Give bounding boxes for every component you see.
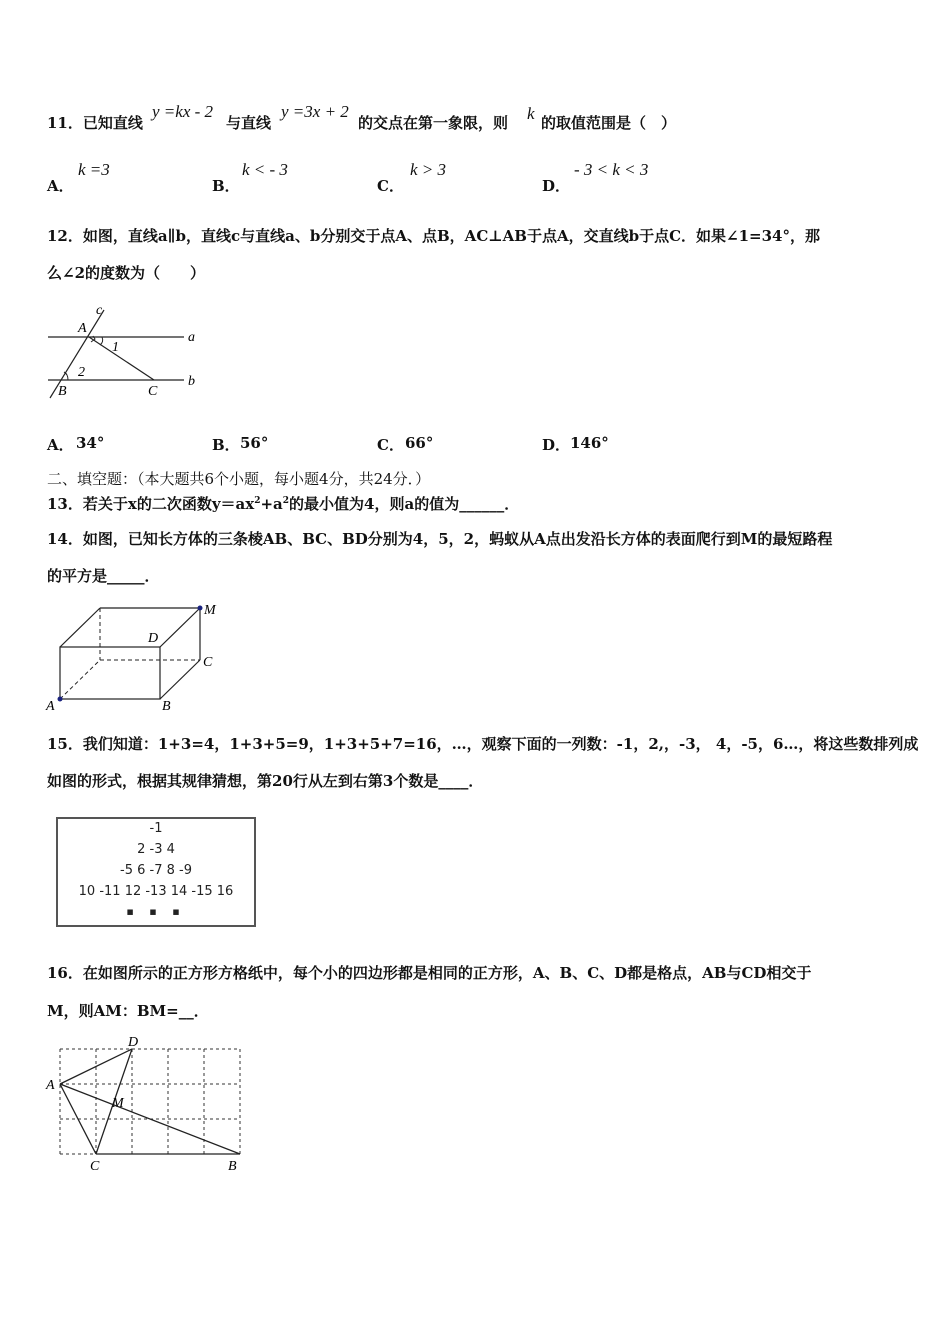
q11-text-3: 的交点在第一象限，则 bbox=[358, 114, 509, 132]
q14-label-B: B bbox=[162, 699, 171, 714]
q16-label-B: B bbox=[228, 1159, 237, 1174]
section-2-heading: 二、填空题：（本大题共6个小题，每小题4分，共24分．） bbox=[47, 470, 431, 488]
q11-equation-1: y =kx - 2 bbox=[152, 102, 214, 121]
q15-row-4: 10 -11 12 -13 14 -15 16 bbox=[78, 884, 234, 899]
q12-label-a: a bbox=[188, 330, 195, 345]
q12-figure bbox=[42, 300, 212, 400]
q12-option-a-value: 34° bbox=[76, 434, 105, 452]
q12-label-2: 2 bbox=[78, 365, 85, 380]
q14-line-2: 的平方是_____． bbox=[47, 567, 160, 585]
q11-number: 11． bbox=[47, 114, 83, 132]
q12-option-d-label: D． bbox=[542, 436, 571, 454]
q12-option-b-value: 56° bbox=[240, 434, 269, 452]
q12-label-B: B bbox=[58, 384, 67, 399]
q11-text-4: 的取值范围是（ ） bbox=[541, 114, 677, 132]
q11-option-c-value: k > 3 bbox=[410, 160, 447, 179]
q11-stem bbox=[47, 112, 143, 133]
q11-text-2: 与直线 bbox=[226, 114, 272, 132]
q15-line-2: 如图的形式，根据其规律猜想，第20行从左到右第3个数是____． bbox=[47, 772, 484, 790]
q12-label-C: C bbox=[148, 384, 158, 399]
q11-option-a-label: A． bbox=[47, 177, 74, 195]
q13-text-3: 的最小值为4，则a的值为______． bbox=[289, 495, 520, 513]
q13-line bbox=[47, 493, 519, 514]
q14-label-M: M bbox=[204, 603, 216, 618]
q12-line-1: 12．如图，直线a∥b，直线c与直线a、b分别交于点A、点B，AC⊥AB于点A，交直线b于点C．如果∠1=34°，那 bbox=[47, 227, 820, 245]
q11-text-1: 已知直线 bbox=[82, 114, 143, 132]
q14-cuboid-figure bbox=[42, 600, 232, 715]
q11-option-b-label: B． bbox=[212, 177, 240, 195]
q14-label-A: A bbox=[46, 699, 55, 714]
q12-label-A: A bbox=[78, 321, 87, 336]
q12-option-c-label: C． bbox=[377, 436, 404, 454]
q12-line-2: 么∠2的度数为（ ） bbox=[47, 264, 206, 282]
q13-text-2: +a bbox=[260, 495, 283, 513]
q12-label-c: c bbox=[96, 303, 103, 318]
q16-line-2: M，则AM：BM=__． bbox=[47, 1002, 209, 1020]
q14-line-1: 14．如图，已知长方体的三条棱AB、BC、BD分别为4，5，2，蚂蚁从A点出发沿长方体的表面爬行到M的最短路程 bbox=[47, 530, 833, 548]
q15-number-triangle bbox=[56, 817, 256, 927]
q15-row-5: ▪ ▪ ▪ bbox=[126, 905, 186, 918]
q14-label-C: C bbox=[203, 655, 213, 670]
q16-label-D: D bbox=[128, 1035, 139, 1050]
q12-option-d-value: 146° bbox=[570, 434, 609, 452]
q15-row-2: 2 -3 4 bbox=[137, 842, 175, 857]
q15-row-1: -1 bbox=[149, 821, 163, 836]
q12-label-b: b bbox=[188, 374, 195, 389]
q11-k-symbol: k bbox=[527, 104, 535, 123]
q11-option-d-value: - 3 < k < 3 bbox=[574, 160, 649, 179]
q12-option-c-value: 66° bbox=[405, 434, 434, 452]
q11-equation-2: y =3x + 2 bbox=[281, 102, 349, 121]
q15-row-3: -5 6 -7 8 -9 bbox=[120, 863, 192, 878]
q16-label-A: A bbox=[46, 1078, 55, 1093]
q13-text-1: 13．若关于x的二次函数y＝ax bbox=[47, 495, 255, 513]
q11-option-a-value: k =3 bbox=[78, 160, 110, 179]
q11-option-b-value: k < - 3 bbox=[242, 160, 288, 179]
q12-option-b-label: B． bbox=[212, 436, 240, 454]
q15-line-1: 15．我们知道：1+3=4，1+3+5=9，1+3+5+7=16，…，观察下面的一列数：-1，2,，-3， 4，-5，6…，将这些数排列成 bbox=[47, 735, 919, 753]
q16-label-M: M bbox=[112, 1096, 124, 1111]
q14-label-D: D bbox=[148, 631, 159, 646]
q13-sup-2: 2 bbox=[282, 496, 290, 506]
q11-option-d-label: D． bbox=[542, 177, 571, 195]
q16-grid-figure bbox=[42, 1035, 252, 1175]
q13-sup-1: 2 bbox=[254, 496, 261, 506]
q16-label-C: C bbox=[90, 1159, 100, 1174]
q12-label-1: 1 bbox=[112, 340, 119, 355]
q16-line-1: 16．在如图所示的正方形方格纸中，每个小的四边形都是相同的正方形，A、B、C、D都是格点，AB与CD相交于 bbox=[47, 964, 812, 982]
q12-option-a-label: A． bbox=[47, 436, 74, 454]
q11-option-c-label: C． bbox=[377, 177, 404, 195]
